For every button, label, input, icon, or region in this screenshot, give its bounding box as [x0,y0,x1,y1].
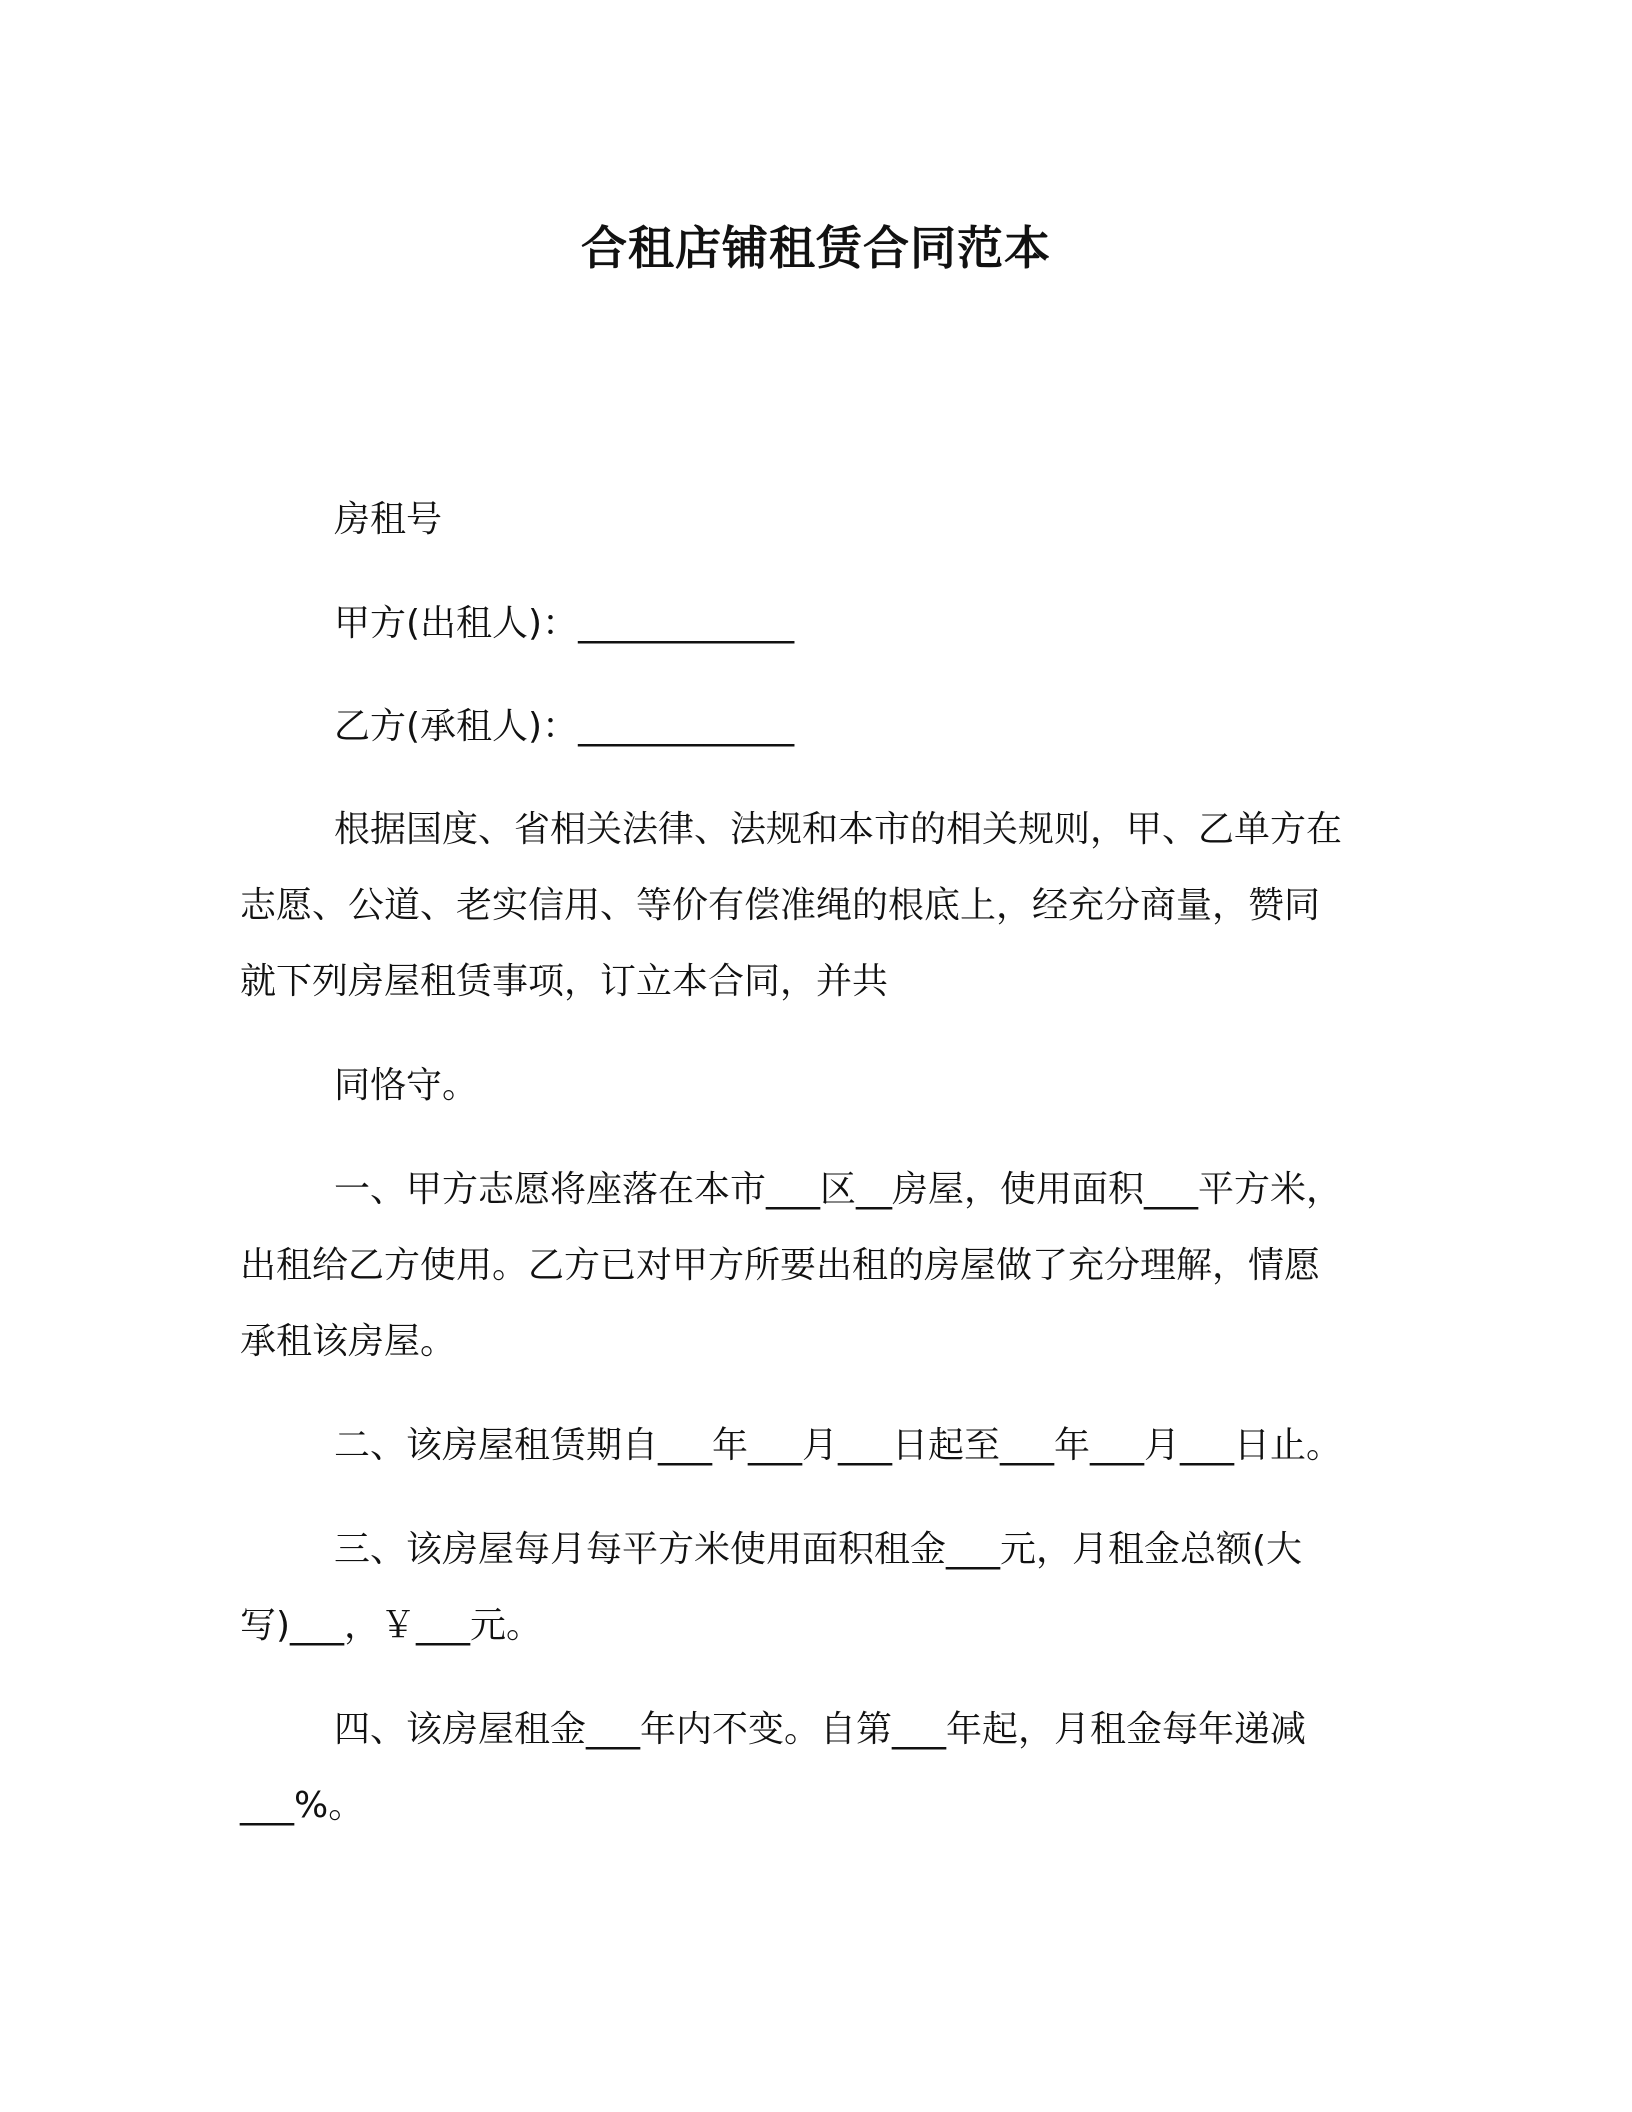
preamble-line-2: 志愿、公道、老实信用、等价有偿准绳的根底上，经充分商量，赞同 [240,885,1321,926]
clause-1-line-2: 出租给乙方使用。乙方已对甲方所要出租的房屋做了充分理解，情愿 [240,1245,1321,1286]
clause-3-line-2: 写)___，￥___元。 [240,1605,543,1646]
party-b-line: 乙方(承租人)：____________ [334,706,795,747]
clause-2-line-1: 二、该房屋租赁期自___年___月___日起至___年___月___日止。 [334,1425,1343,1466]
clause-4-line-1: 四、该房屋租金___年内不变。自第___年起，月租金每年递减 [334,1709,1307,1750]
clause-1-line-3: 承租该房屋。 [240,1321,457,1362]
rent-number-line: 房租号 [334,499,443,540]
clause-4-line-2: ___%。 [240,1785,365,1826]
preamble-line-4: 同恪守。 [334,1065,479,1106]
clause-3-line-1: 三、该房屋每月每平方米使用面积租金___元，月租金总额(大 [334,1529,1303,1570]
clause-1-line-1: 一、甲方志愿将座落在本市___区__房屋，使用面积___平方米， [334,1169,1343,1210]
preamble-line-3: 就下列房屋租赁事项，订立本合同，并共 [240,961,889,1002]
party-a-line: 甲方(出租人)：____________ [334,603,795,644]
preamble-line-1: 根据国度、省相关法律、法规和本市的相关规则，甲、乙单方在 [334,809,1343,850]
document-title: 合租店铺租赁合同范本 [581,221,1051,275]
